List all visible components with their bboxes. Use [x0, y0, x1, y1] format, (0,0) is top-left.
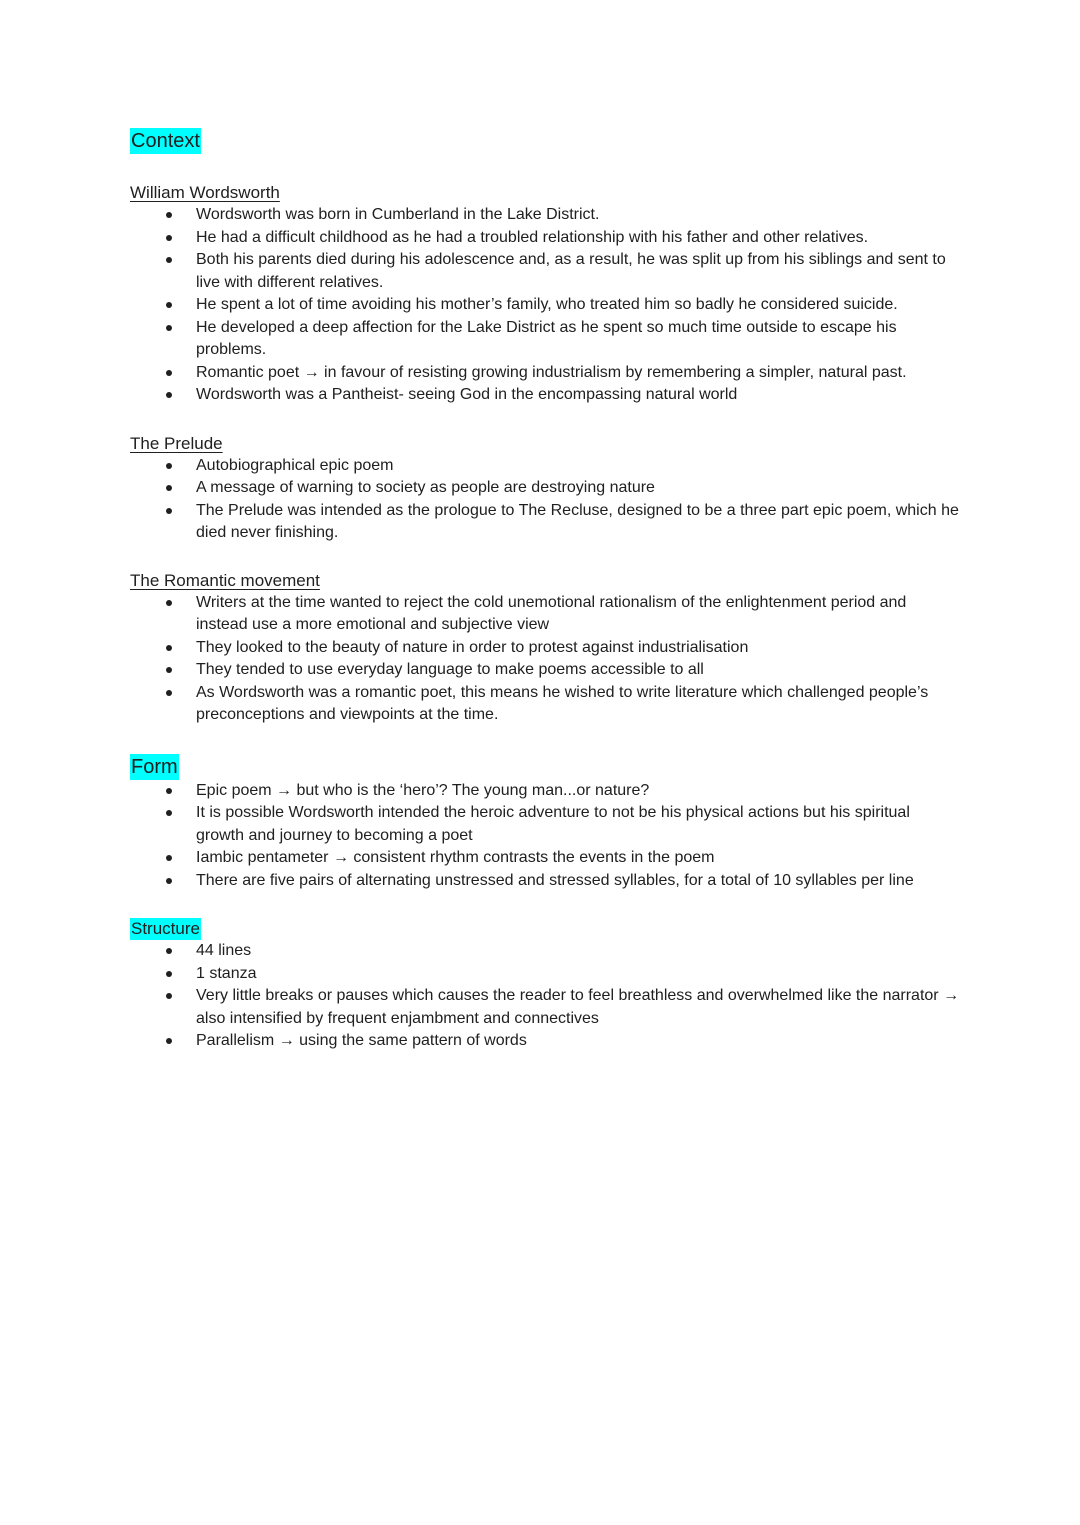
- romantic-movement-list: [130, 592, 960, 727]
- list-item: There are five pairs of alternating unstressed and stressed syllables, for a total of 10 syllables per line: [130, 870, 960, 893]
- list-item: They looked to the beauty of nature in order to protest against industrialisation: [130, 637, 960, 660]
- structure-list: [130, 940, 960, 1053]
- list-item: Iambic pentameter → consistent rhythm contrasts the events in the poem: [130, 847, 960, 870]
- list-item: Very little breaks or pauses which causes the reader to feel breathless and overwhelmed like the narrator → also intensified by frequent enjambment and connectives: [130, 985, 960, 1030]
- list-item: Parallelism → using the same pattern of words: [130, 1030, 960, 1053]
- romantic-movement-subheading: The Romantic movement: [130, 570, 320, 590]
- document-page: [130, 128, 960, 1053]
- list-item: Wordsworth was born in Cumberland in the Lake District.: [130, 204, 960, 227]
- structure-heading: Structure: [131, 919, 200, 938]
- william-wordsworth-subheading: William Wordsworth: [130, 183, 280, 202]
- the-prelude-list: [130, 455, 960, 545]
- list-item: Both his parents died during his adolescence and, as a result, he was split up from his siblings and sent to live with different relatives.: [130, 249, 960, 294]
- list-item: They tended to use everyday language to make poems accessible to all: [130, 659, 960, 682]
- list-item: The Prelude was intended as the prologue to The Recluse, designed to be a three part epic poem, which he died never finishing.: [130, 500, 960, 545]
- list-item: He developed a deep affection for the Lake District as he spent so much time outside to escape his problems.: [130, 317, 960, 362]
- list-item: It is possible Wordsworth intended the heroic adventure to not be his physical actions but his spiritual growth and journey to becoming a poet: [130, 802, 960, 847]
- william-wordsworth-list: [130, 204, 960, 407]
- form-heading: Form: [131, 755, 178, 778]
- list-item: A message of warning to society as people are destroying nature: [130, 477, 960, 500]
- context-heading: Context: [131, 130, 200, 152]
- list-item: He spent a lot of time avoiding his mother’s family, who treated him so badly he considered suicide.: [130, 294, 960, 317]
- list-item: Wordsworth was a Pantheist- seeing God in the encompassing natural world: [130, 384, 960, 407]
- list-item: He had a difficult childhood as he had a troubled relationship with his father and other relatives.: [130, 227, 960, 250]
- list-item: As Wordsworth was a romantic poet, this means he wished to write literature which challenged people’s preconceptions and viewpoints at the time.: [130, 682, 960, 727]
- list-item: Writers at the time wanted to reject the cold unemotional rationalism of the enlightenment period and instead use a more emotional and subjective view: [130, 592, 960, 637]
- list-item: Romantic poet → in favour of resisting growing industrialism by remembering a simpler, natural past.: [130, 362, 960, 385]
- list-item: 44 lines: [130, 940, 960, 963]
- form-list: [130, 780, 960, 893]
- list-item: Epic poem → but who is the ‘hero’? The young man...or nature?: [130, 780, 960, 803]
- list-item: 1 stanza: [130, 963, 960, 986]
- the-prelude-subheading: The Prelude: [130, 433, 223, 453]
- list-item: Autobiographical epic poem: [130, 455, 960, 478]
